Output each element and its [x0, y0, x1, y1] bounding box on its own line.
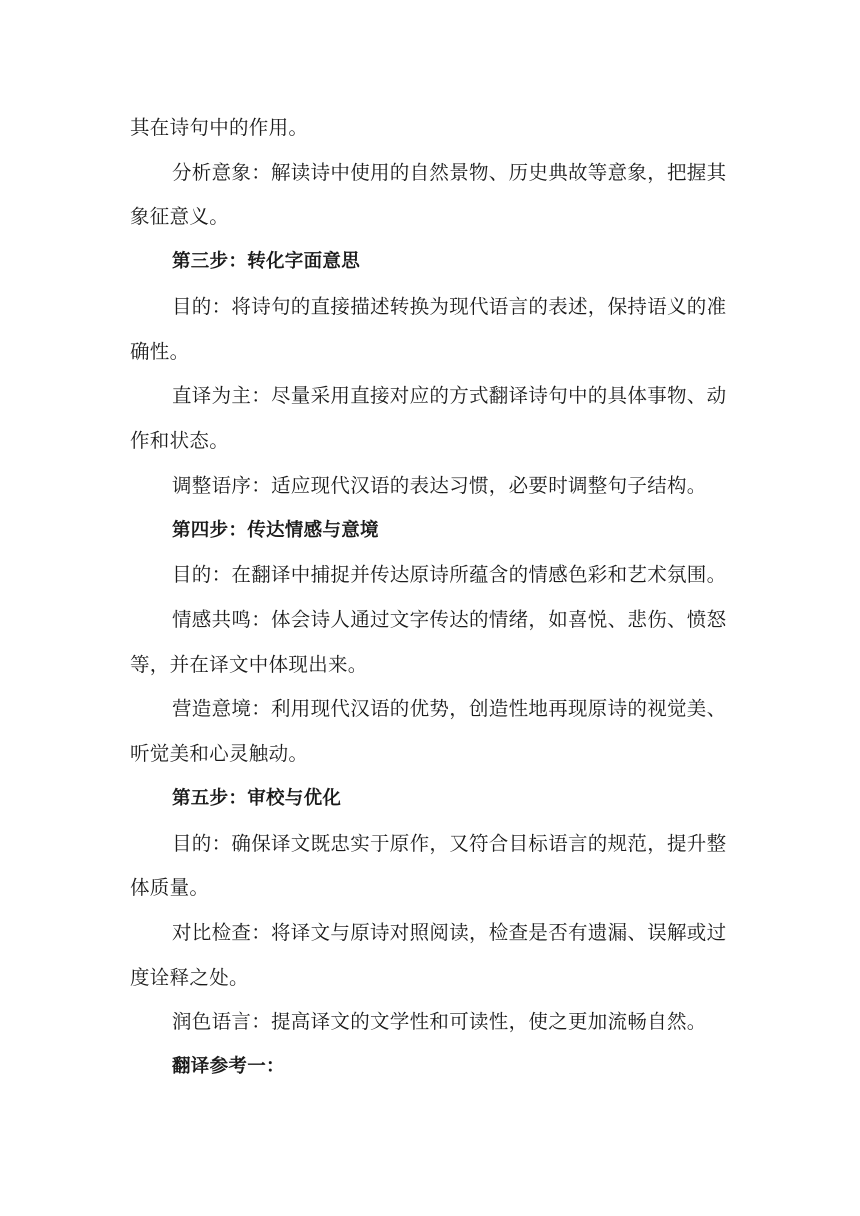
paragraph-analyze-imagery: 分析意象：解读诗中使用的自然景物、历史典故等意象，把握其 [172, 161, 727, 184]
body-text-line: 象征意义。 [130, 205, 230, 228]
paragraph-compare-check: 对比检查：将译文与原诗对照阅读，检查是否有遗漏、误解或过 [172, 921, 727, 944]
body-text-line: 听觉美和心灵触动。 [130, 742, 309, 765]
body-text-line: 度诠释之处。 [130, 966, 249, 989]
heading-step-five: 第五步：审校与优化 [172, 788, 342, 809]
paragraph-emotional-resonance: 情感共鸣：体会诗人通过文字传达的情绪，如喜悦、悲伤、愤怒 [172, 608, 727, 631]
paragraph-polish-language: 润色语言：提高译文的文学性和可读性，使之更加流畅自然。 [172, 1010, 707, 1033]
paragraph-step-three-purpose: 目的：将诗句的直接描述转换为现代语言的表述，保持语义的准 [172, 295, 727, 318]
paragraph-step-four-purpose: 目的：在翻译中捕捉并传达原诗所蕴含的情感色彩和艺术氛围。 [172, 563, 727, 586]
body-text-line: 作和状态。 [130, 429, 230, 452]
heading-translation-reference-one: 翻译参考一： [172, 1056, 285, 1077]
body-text-line: 体质量。 [130, 876, 210, 899]
paragraph-adjust-word-order: 调整语序：适应现代汉语的表达习惯，必要时调整句子结构。 [172, 474, 707, 497]
paragraph-literal-translation: 直译为主：尽量采用直接对应的方式翻译诗句中的具体事物、动 [172, 384, 727, 407]
heading-step-three: 第三步：转化字面意思 [172, 251, 361, 272]
paragraph-create-mood: 营造意境：利用现代汉语的优势，创造性地再现原诗的视觉美、 [172, 697, 727, 720]
paragraph-step-five-purpose: 目的：确保译文既忠实于原作，又符合目标语言的规范，提升整 [172, 832, 727, 855]
body-text-line: 确性。 [130, 340, 190, 363]
heading-step-four: 第四步：传达情感与意境 [172, 520, 379, 541]
body-text-line: 其在诗句中的作用。 [130, 116, 309, 139]
body-text-line: 等，并在译文中体现出来。 [130, 653, 368, 676]
